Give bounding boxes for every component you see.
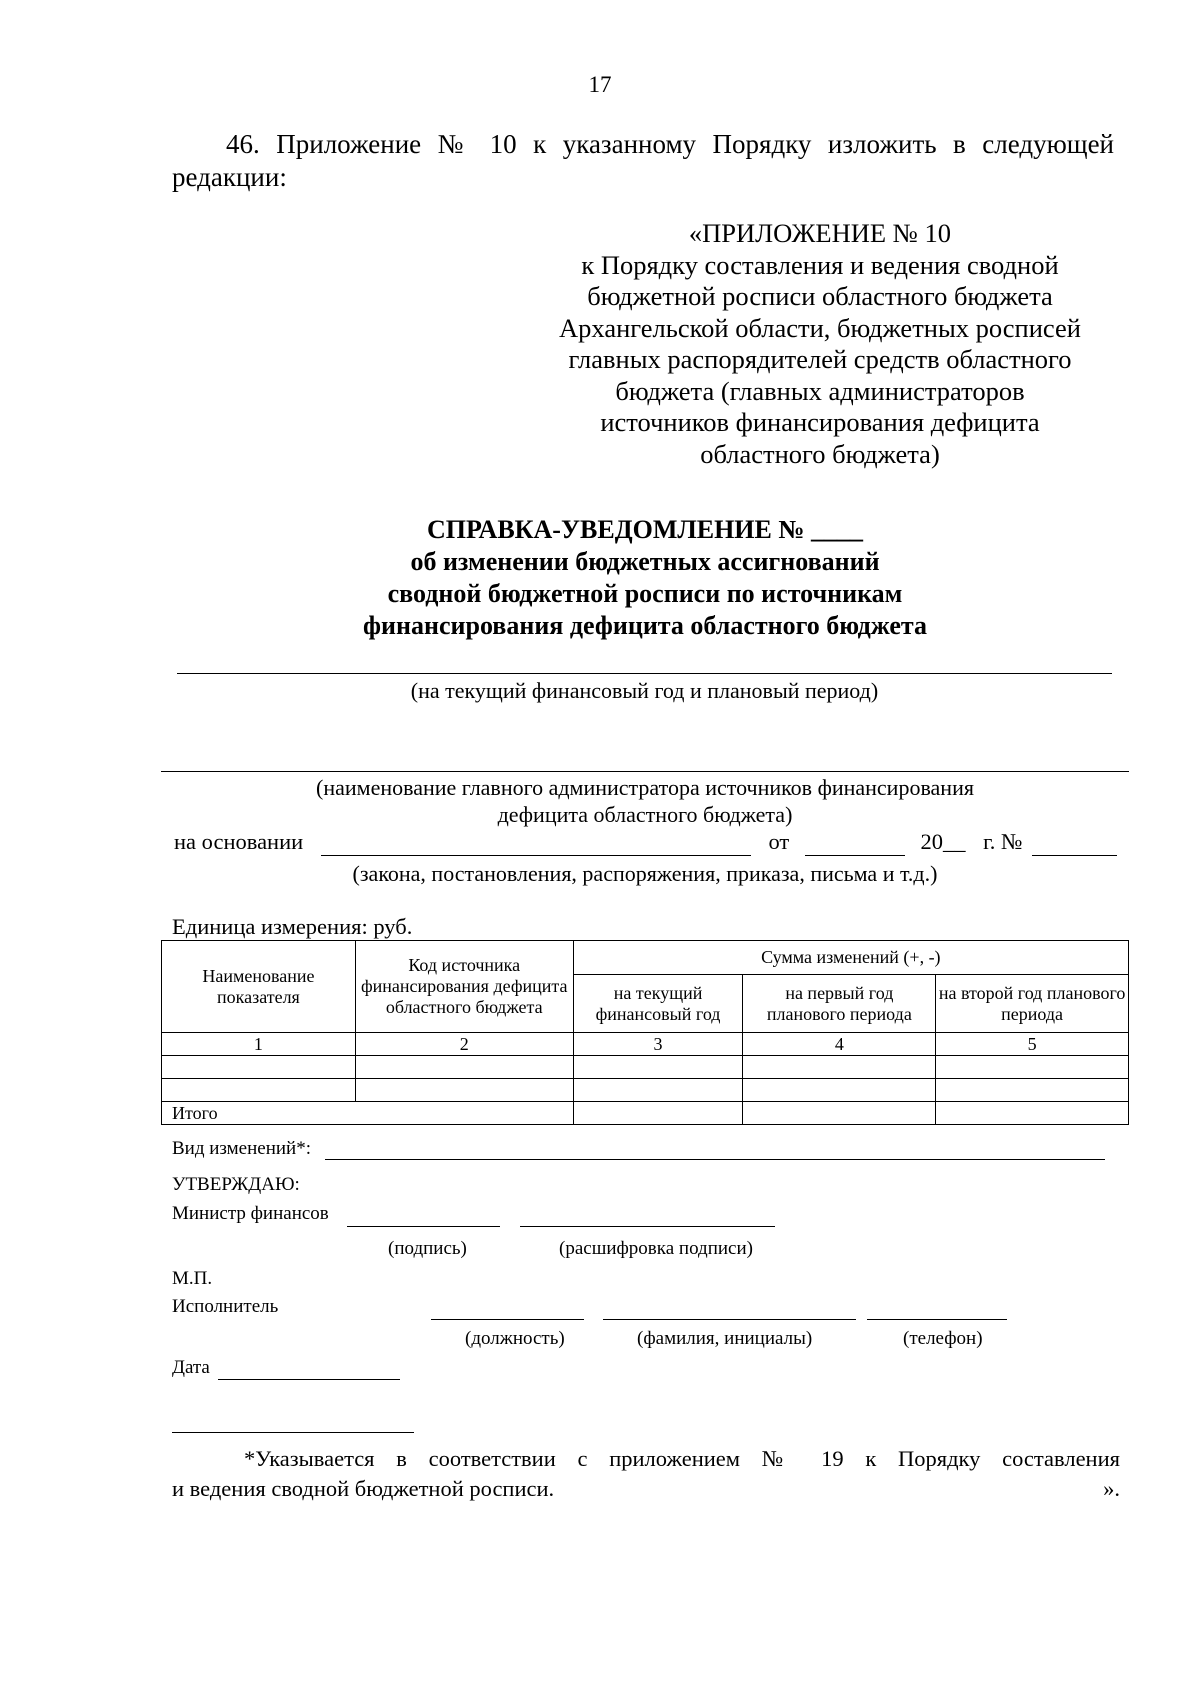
signature-caption: (подпись) <box>388 1238 467 1259</box>
appendix-line: главных распорядителей средств областного <box>568 344 1072 374</box>
table-cell[interactable] <box>936 1056 1129 1079</box>
appendix-line: бюджетной росписи областного бюджета <box>587 281 1053 311</box>
total-label: Итого <box>162 1102 574 1125</box>
basis-label: на основании <box>174 829 304 854</box>
col-number: 4 <box>743 1033 936 1056</box>
footnote-line-1: *Указывается в соответствии с приложением № 19 к Порядку составления <box>244 1446 1120 1471</box>
title-line: СПРАВКА-УВЕДОМЛЕНИЕ № ____ <box>426 515 863 544</box>
table-cell[interactable] <box>573 1056 743 1079</box>
name-caption: (фамилия, инициалы) <box>637 1328 813 1349</box>
table-cell[interactable] <box>573 1079 743 1102</box>
group-header: Сумма изменений (+, -) <box>573 941 1128 975</box>
administrator-line <box>161 771 1129 772</box>
title-line: сводной бюджетной росписи по источникам <box>387 579 903 608</box>
change-type-line <box>325 1159 1105 1160</box>
intro-paragraph <box>172 128 1114 194</box>
table-row <box>162 1056 1129 1079</box>
footnote-separator <box>172 1432 414 1433</box>
approve-label: УТВЕРЖДАЮ: <box>172 1174 300 1195</box>
position-line <box>431 1319 584 1320</box>
name-line <box>603 1319 856 1320</box>
col1-header: Наименование показателя <box>162 941 356 1033</box>
col2-header: Код источника финансирования дефицита областного бюджета <box>355 941 573 1033</box>
signature-line <box>347 1226 500 1227</box>
basis-row <box>174 829 1117 856</box>
footnote <box>172 1446 1120 1502</box>
administrator-caption-2: дефицита областного бюджета) <box>497 802 793 827</box>
table-cell[interactable] <box>743 1079 936 1102</box>
total-row <box>162 1102 1129 1125</box>
unit-label: Единица измерения: руб. <box>172 914 413 939</box>
intro-line-2: редакции: <box>172 162 287 192</box>
table-cell[interactable] <box>936 1079 1129 1102</box>
period-caption: (на текущий финансовый год и плановый период) <box>410 678 879 703</box>
basis-from-label: от <box>768 829 790 854</box>
col-number: 2 <box>355 1033 573 1056</box>
col3-header: на текущий финансовый год <box>573 975 743 1033</box>
title-line: об изменении бюджетных ассигнований <box>410 547 880 576</box>
basis-number-label: г. № <box>983 829 1023 854</box>
basis-document-blank <box>321 829 751 856</box>
appendix-line: к Порядку составления и ведения сводной <box>581 249 1059 280</box>
col4-header: на первый год планового периода <box>743 975 936 1033</box>
intro-line-1: 46. Приложение № 10 к указанному Порядку изложить в следующей <box>226 129 1114 159</box>
document-title <box>0 514 1200 642</box>
footnote-closing: ». <box>1103 1476 1120 1501</box>
changes-table <box>161 940 1129 1125</box>
phone-caption: (телефон) <box>903 1328 983 1349</box>
basis-caption: (закона, постановления, распоряжения, приказа, письма и т.д.) <box>352 861 938 886</box>
basis-year-label: 20__ <box>920 829 966 854</box>
table-cell[interactable] <box>355 1079 573 1102</box>
basis-date-blank <box>805 829 905 856</box>
table-cell[interactable] <box>162 1056 356 1079</box>
date-line <box>218 1379 400 1380</box>
basis-number-blank <box>1032 829 1117 856</box>
table-cell[interactable] <box>936 1102 1129 1125</box>
appendix-line: «ПРИЛОЖЕНИЕ № 10 <box>688 218 952 248</box>
appendix-header <box>540 218 1100 470</box>
appendix-line: областного бюджета) <box>700 438 940 469</box>
signature-decode-caption: (расшифровка подписи) <box>559 1238 753 1259</box>
page-number: 17 <box>588 72 612 97</box>
period-line <box>177 673 1112 674</box>
appendix-line: Архангельской области, бюджетных росписей <box>559 312 1081 343</box>
executor-label: Исполнитель <box>172 1296 279 1317</box>
minister-label: Министр финансов <box>172 1203 329 1224</box>
col-number: 5 <box>936 1033 1129 1056</box>
title-line: финансирования дефицита областного бюджета <box>363 611 927 640</box>
footnote-line-2: и ведения сводной бюджетной росписи. <box>172 1476 555 1501</box>
table-cell[interactable] <box>743 1102 936 1125</box>
appendix-line: бюджета (главных администраторов <box>615 375 1025 406</box>
table-row <box>162 1079 1129 1102</box>
table-cell[interactable] <box>573 1102 743 1125</box>
footnote-line-2-row <box>172 1476 1120 1502</box>
phone-line <box>867 1319 1007 1320</box>
table-cell[interactable] <box>743 1056 936 1079</box>
col-number: 3 <box>573 1033 743 1056</box>
administrator-caption-1: (наименование главного администратора источников финансирования <box>316 775 974 800</box>
change-type-label: Вид изменений*: <box>172 1138 312 1159</box>
col5-header: на второй год планового периода <box>936 975 1129 1033</box>
signature-decode-line <box>520 1226 775 1227</box>
appendix-line: источников финансирования дефицита <box>600 407 1040 437</box>
table-cell[interactable] <box>355 1056 573 1079</box>
table-cell[interactable] <box>162 1079 356 1102</box>
position-caption: (должность) <box>465 1328 565 1349</box>
stamp-label: М.П. <box>172 1268 213 1289</box>
date-label: Дата <box>172 1357 210 1378</box>
col-number: 1 <box>162 1033 356 1056</box>
